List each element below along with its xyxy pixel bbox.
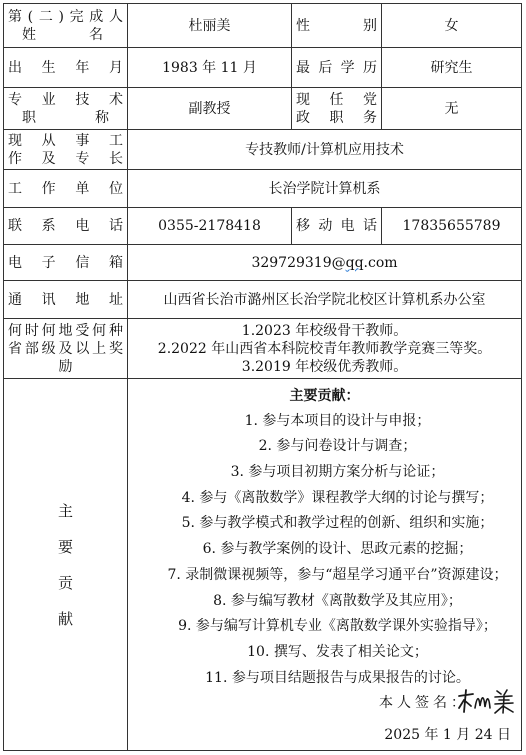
work-specialty-label-line2: 作及专长: [8, 150, 123, 167]
party-post-label-line2: 政 职 务: [296, 109, 377, 126]
address-label: 通讯地址: [4, 281, 128, 319]
awards-label-line1: 何时何地受何种: [8, 322, 123, 339]
phone-label: 联系电话: [4, 208, 128, 245]
work-specialty-value: 专技教师/计算机应用技术: [128, 130, 522, 170]
birth-label: 出生年月: [4, 48, 128, 88]
contrib-side-label: [4, 379, 128, 751]
email-prefix: 329729319@: [251, 254, 346, 271]
education-value: 研究生: [382, 48, 522, 88]
contrib-item: 5. 参与教学模式和教学过程的创新、组织和实施；: [181, 515, 494, 532]
awards-label-line2: 省部级及以上奖: [8, 340, 123, 357]
email-value: [128, 245, 522, 281]
award-item: 3.2019 年校级优秀教师。: [241, 358, 408, 375]
work-specialty-label-line1: 现从事工: [8, 132, 123, 149]
contrib-item: 8. 参与编写教材《离散数学及其应用》；: [213, 592, 462, 609]
title-label-line2: 职 称: [22, 109, 109, 126]
name-label-line2: 姓 名: [22, 26, 103, 43]
contrib-item: 2. 参与问卷设计与调查；: [258, 438, 417, 455]
employer-value: 长治学院计算机系: [128, 170, 522, 208]
title-value: 副教授: [128, 88, 292, 130]
gender-value: 女: [382, 4, 522, 48]
contrib-side-char: 要: [57, 537, 73, 556]
awards-value: [128, 319, 522, 379]
contrib-title: 主要贡献：: [289, 387, 360, 404]
party-post-label: [292, 88, 382, 130]
work-specialty-label: [4, 130, 128, 170]
award-item: 2.2022 年山西省本科院校青年教师教学竞赛三等奖。: [157, 340, 492, 357]
name-label-line1: 第(二)完成人: [8, 8, 123, 25]
employer-label: 工作单位: [4, 170, 128, 208]
contrib-side-char: 主: [57, 501, 73, 520]
awards-label-line3: 励: [58, 358, 73, 375]
contrib-item: 11. 参与项目结题报告与成果报告的讨论。: [205, 669, 470, 686]
awards-label: [4, 319, 128, 379]
email-suffix: .com: [363, 254, 398, 271]
title-label-line1: 专业技术: [8, 91, 123, 108]
gender-label: 性 别: [292, 4, 382, 48]
award-item: 1.2023 年校级骨干教师。: [241, 322, 408, 339]
mobile-value: 17835655789: [382, 208, 522, 245]
name-value: 杜丽美: [128, 4, 292, 48]
contrib-side-char: 贡: [57, 573, 73, 592]
contrib-item: 3. 参与项目初期方案分析与论证；: [230, 464, 445, 481]
contrib-item: 9. 参与编写计算机专业《离散数学课外实验指导》；: [178, 618, 497, 635]
signature-label: 本人签名：: [379, 695, 469, 712]
contrib-side-char: 献: [57, 609, 73, 628]
signature-row: [132, 694, 517, 718]
email-domain: qq: [345, 254, 364, 271]
contrib-item: 1. 参与本项目的设计与申报；: [244, 412, 431, 429]
contrib-item: 10. 撰写、发表了相关论文；: [247, 643, 428, 660]
contrib-item: 7. 录制微课视频等，参与“超星学习通平台”资源建设；: [167, 566, 508, 583]
contrib-item: 4. 参与《离散数学》课程教学大纲的讨论与撰写；: [181, 489, 494, 506]
education-label: 最后学历: [292, 48, 382, 88]
name-label: [4, 4, 128, 48]
birth-value: 1983 年 11 月: [128, 48, 292, 88]
address-value: 山西省长治市潞州区长治学院北校区计算机系办公室: [128, 281, 522, 319]
phone-value: 0355-2178418: [128, 208, 292, 245]
email-label: 电子信箱: [4, 245, 128, 281]
mobile-label: 移动电话: [292, 208, 382, 245]
personal-info-form: [3, 3, 522, 751]
contrib-content: [128, 379, 522, 751]
signature-date: 2025 年 1 月 24 日: [384, 727, 511, 744]
contrib-item: 6. 参与教学案例的设计、思政元素的挖掘；: [202, 541, 473, 558]
handwritten-signature: [455, 686, 517, 716]
party-post-label-line1: 现 任 党: [296, 91, 377, 108]
title-label: [4, 88, 128, 130]
party-post-value: 无: [382, 88, 522, 130]
